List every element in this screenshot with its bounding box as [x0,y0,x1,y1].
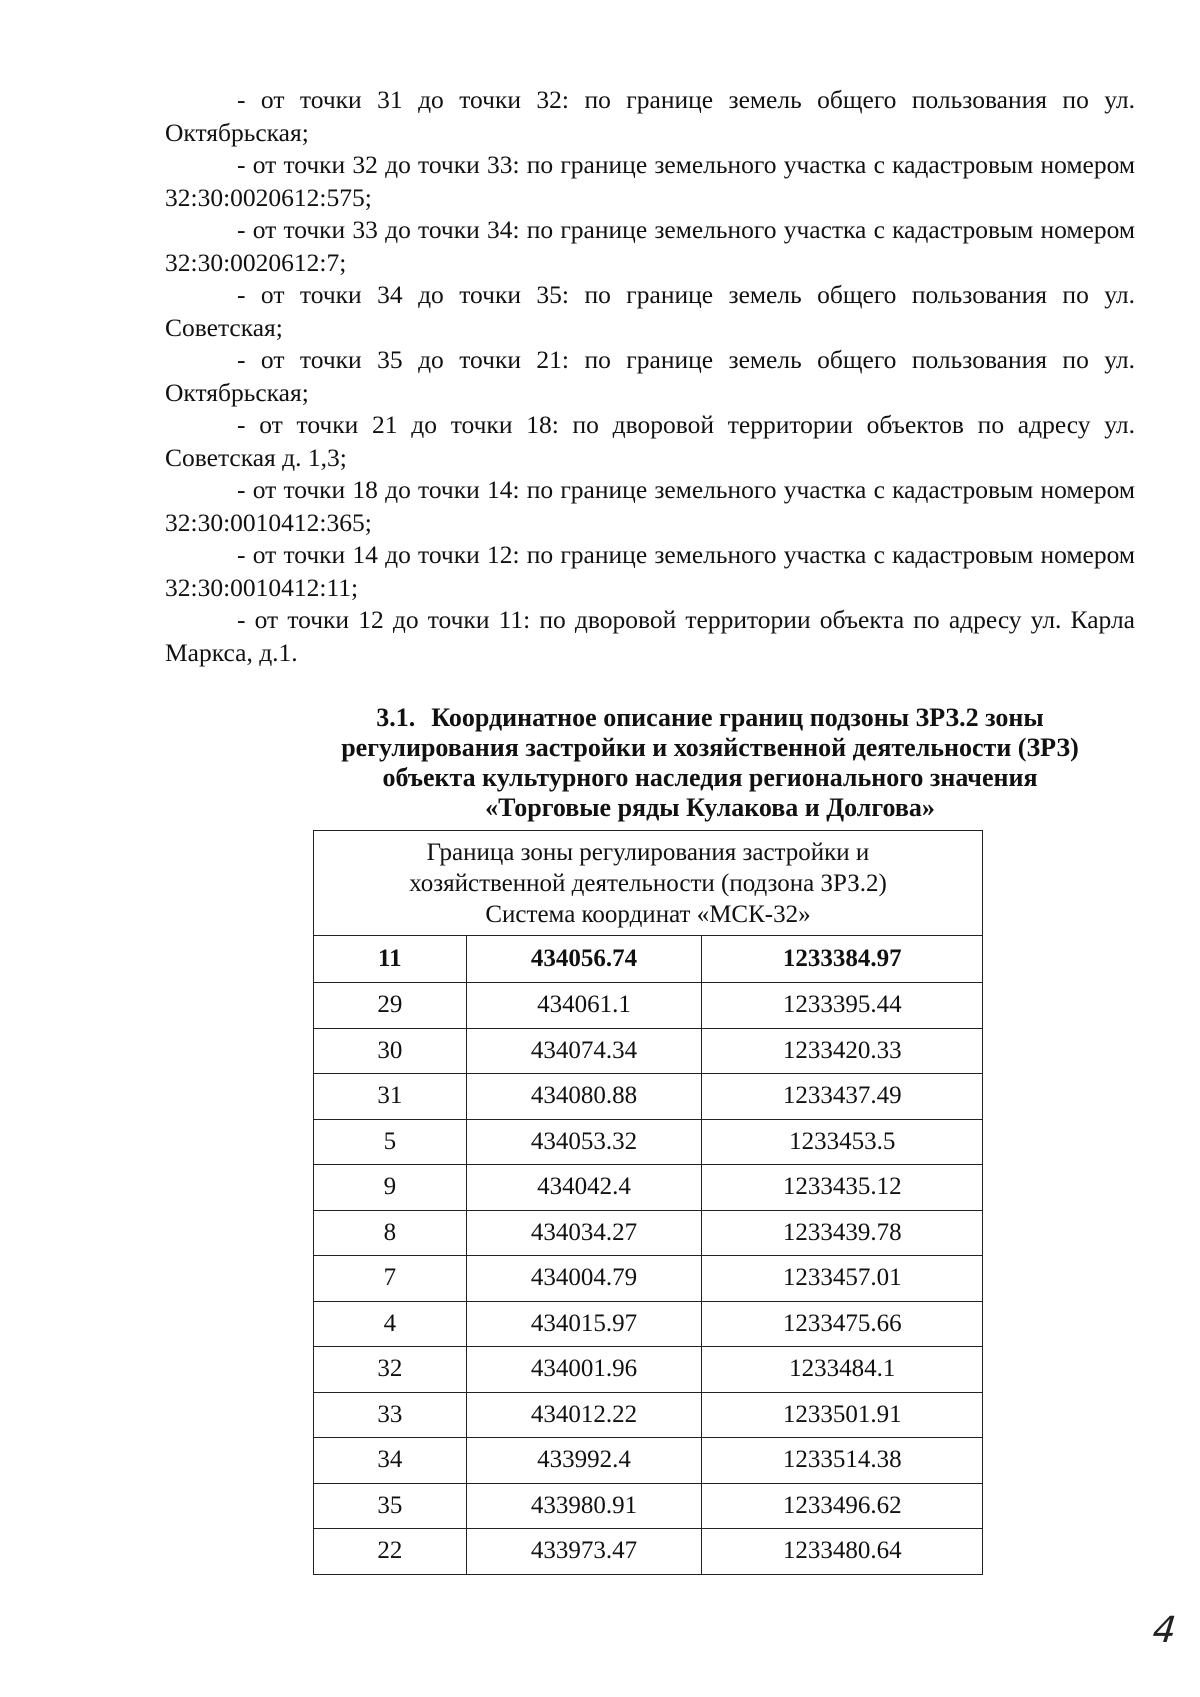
section-heading-line-2: регулирования застройки и хозяйственной деятельности (ЗРЗ) [341,733,1079,762]
boundary-description [165,84,1135,669]
coord-y: 1233484.1 [702,1347,983,1393]
point-number: 9 [314,1165,467,1211]
point-number: 5 [314,1119,467,1165]
table-caption-line: Граница зоны регулирования застройки и [426,838,870,866]
coord-y: 1233395.44 [702,983,983,1029]
point-number: 33 [314,1392,467,1438]
paragraph: - от точки 14 до точки 12: по границе земельного участка с кадастровым номером 32:30:0010412:11; [165,540,1135,602]
table-row [314,1028,983,1074]
coord-y: 1233439.78 [702,1210,983,1256]
table-caption [314,831,983,936]
section-heading-line-4: «Торговые ряды Кулакова и Долгова» [485,793,935,822]
table-row [314,1210,983,1256]
coord-x: 434053.32 [466,1119,702,1165]
point-number: 4 [314,1301,467,1347]
point-number: 35 [314,1483,467,1529]
table-row [314,936,983,983]
paragraph: - от точки 33 до точки 34: по границе земельного участка с кадастровым номером 32:30:0020612:7; [165,215,1135,277]
point-number: 34 [314,1438,467,1484]
table-row [314,1392,983,1438]
coordinates-table [313,830,983,1575]
paragraph: - от точки 32 до точки 33: по границе земельного участка с кадастровым номером 32:30:0020612:575; [165,150,1135,212]
coord-y: 1233480.64 [702,1529,983,1575]
table-caption-line: Система координат «МСК-32» [485,900,811,928]
table-row [314,1119,983,1165]
coord-y: 1233435.12 [702,1165,983,1211]
point-number: 30 [314,1028,467,1074]
coord-x: 433973.47 [466,1529,702,1575]
point-number: 22 [314,1529,467,1575]
coord-y: 1233501.91 [702,1392,983,1438]
coord-x: 434001.96 [466,1347,702,1393]
coord-x: 434080.88 [466,1074,702,1120]
coord-x: 434015.97 [466,1301,702,1347]
page-number: 4 [1150,1610,1179,1651]
coord-x: 434061.1 [466,983,702,1029]
coord-y: 1233457.01 [702,1256,983,1302]
coord-x: 433980.91 [466,1483,702,1529]
coord-x: 433992.4 [466,1438,702,1484]
section-heading-line-1: 3.1. Координатное описание границ подзоны ЗРЗ.2 зоны [376,703,1044,732]
point-number: 32 [314,1347,467,1393]
coord-x: 434056.74 [466,936,702,983]
table-caption-line: хозяйственной деятельности (подзона ЗРЗ.2) [409,869,887,897]
paragraph: - от точки 21 до точки 18: по дворовой территории объектов по адресу ул. Советская д. 1,3; [165,410,1135,472]
table-row [314,1256,983,1302]
point-number: 29 [314,983,467,1029]
coord-y: 1233437.49 [702,1074,983,1120]
coord-y: 1233514.38 [702,1438,983,1484]
coord-x: 434004.79 [466,1256,702,1302]
table-row [314,1529,983,1575]
coord-y: 1233475.66 [702,1301,983,1347]
section-heading-line-3: объекта культурного наследия регионального значения [382,763,1038,792]
point-number: 31 [314,1074,467,1120]
table-row [314,1165,983,1211]
table-row [314,1438,983,1484]
section-heading [270,703,1150,823]
coord-x: 434034.27 [466,1210,702,1256]
section-number: 3.1. [376,703,416,732]
paragraph: - от точки 18 до точки 14: по границе земельного участка с кадастровым номером 32:30:0010412:365; [165,475,1135,537]
coord-x: 434042.4 [466,1165,702,1211]
coord-y: 1233453.5 [702,1119,983,1165]
point-number: 8 [314,1210,467,1256]
point-number: 7 [314,1256,467,1302]
coord-x: 434012.22 [466,1392,702,1438]
coord-y: 1233384.97 [702,936,983,983]
point-number: 11 [314,936,467,983]
paragraph: - от точки 35 до точки 21: по границе земель общего пользования по ул. Октябрьская; [165,345,1135,407]
table-row [314,1483,983,1529]
table-row [314,1347,983,1393]
paragraph: - от точки 12 до точки 11: по дворовой территории объекта по адресу ул. Карла Маркса, д.1. [165,605,1135,667]
table-row [314,1074,983,1120]
table-row [314,1301,983,1347]
coord-y: 1233496.62 [702,1483,983,1529]
table-row [314,983,983,1029]
paragraph: - от точки 31 до точки 32: по границе земель общего пользования по ул. Октябрьская; [165,85,1135,147]
coord-x: 434074.34 [466,1028,702,1074]
paragraph: - от точки 34 до точки 35: по границе земель общего пользования по ул. Советская; [165,280,1135,342]
coord-y: 1233420.33 [702,1028,983,1074]
